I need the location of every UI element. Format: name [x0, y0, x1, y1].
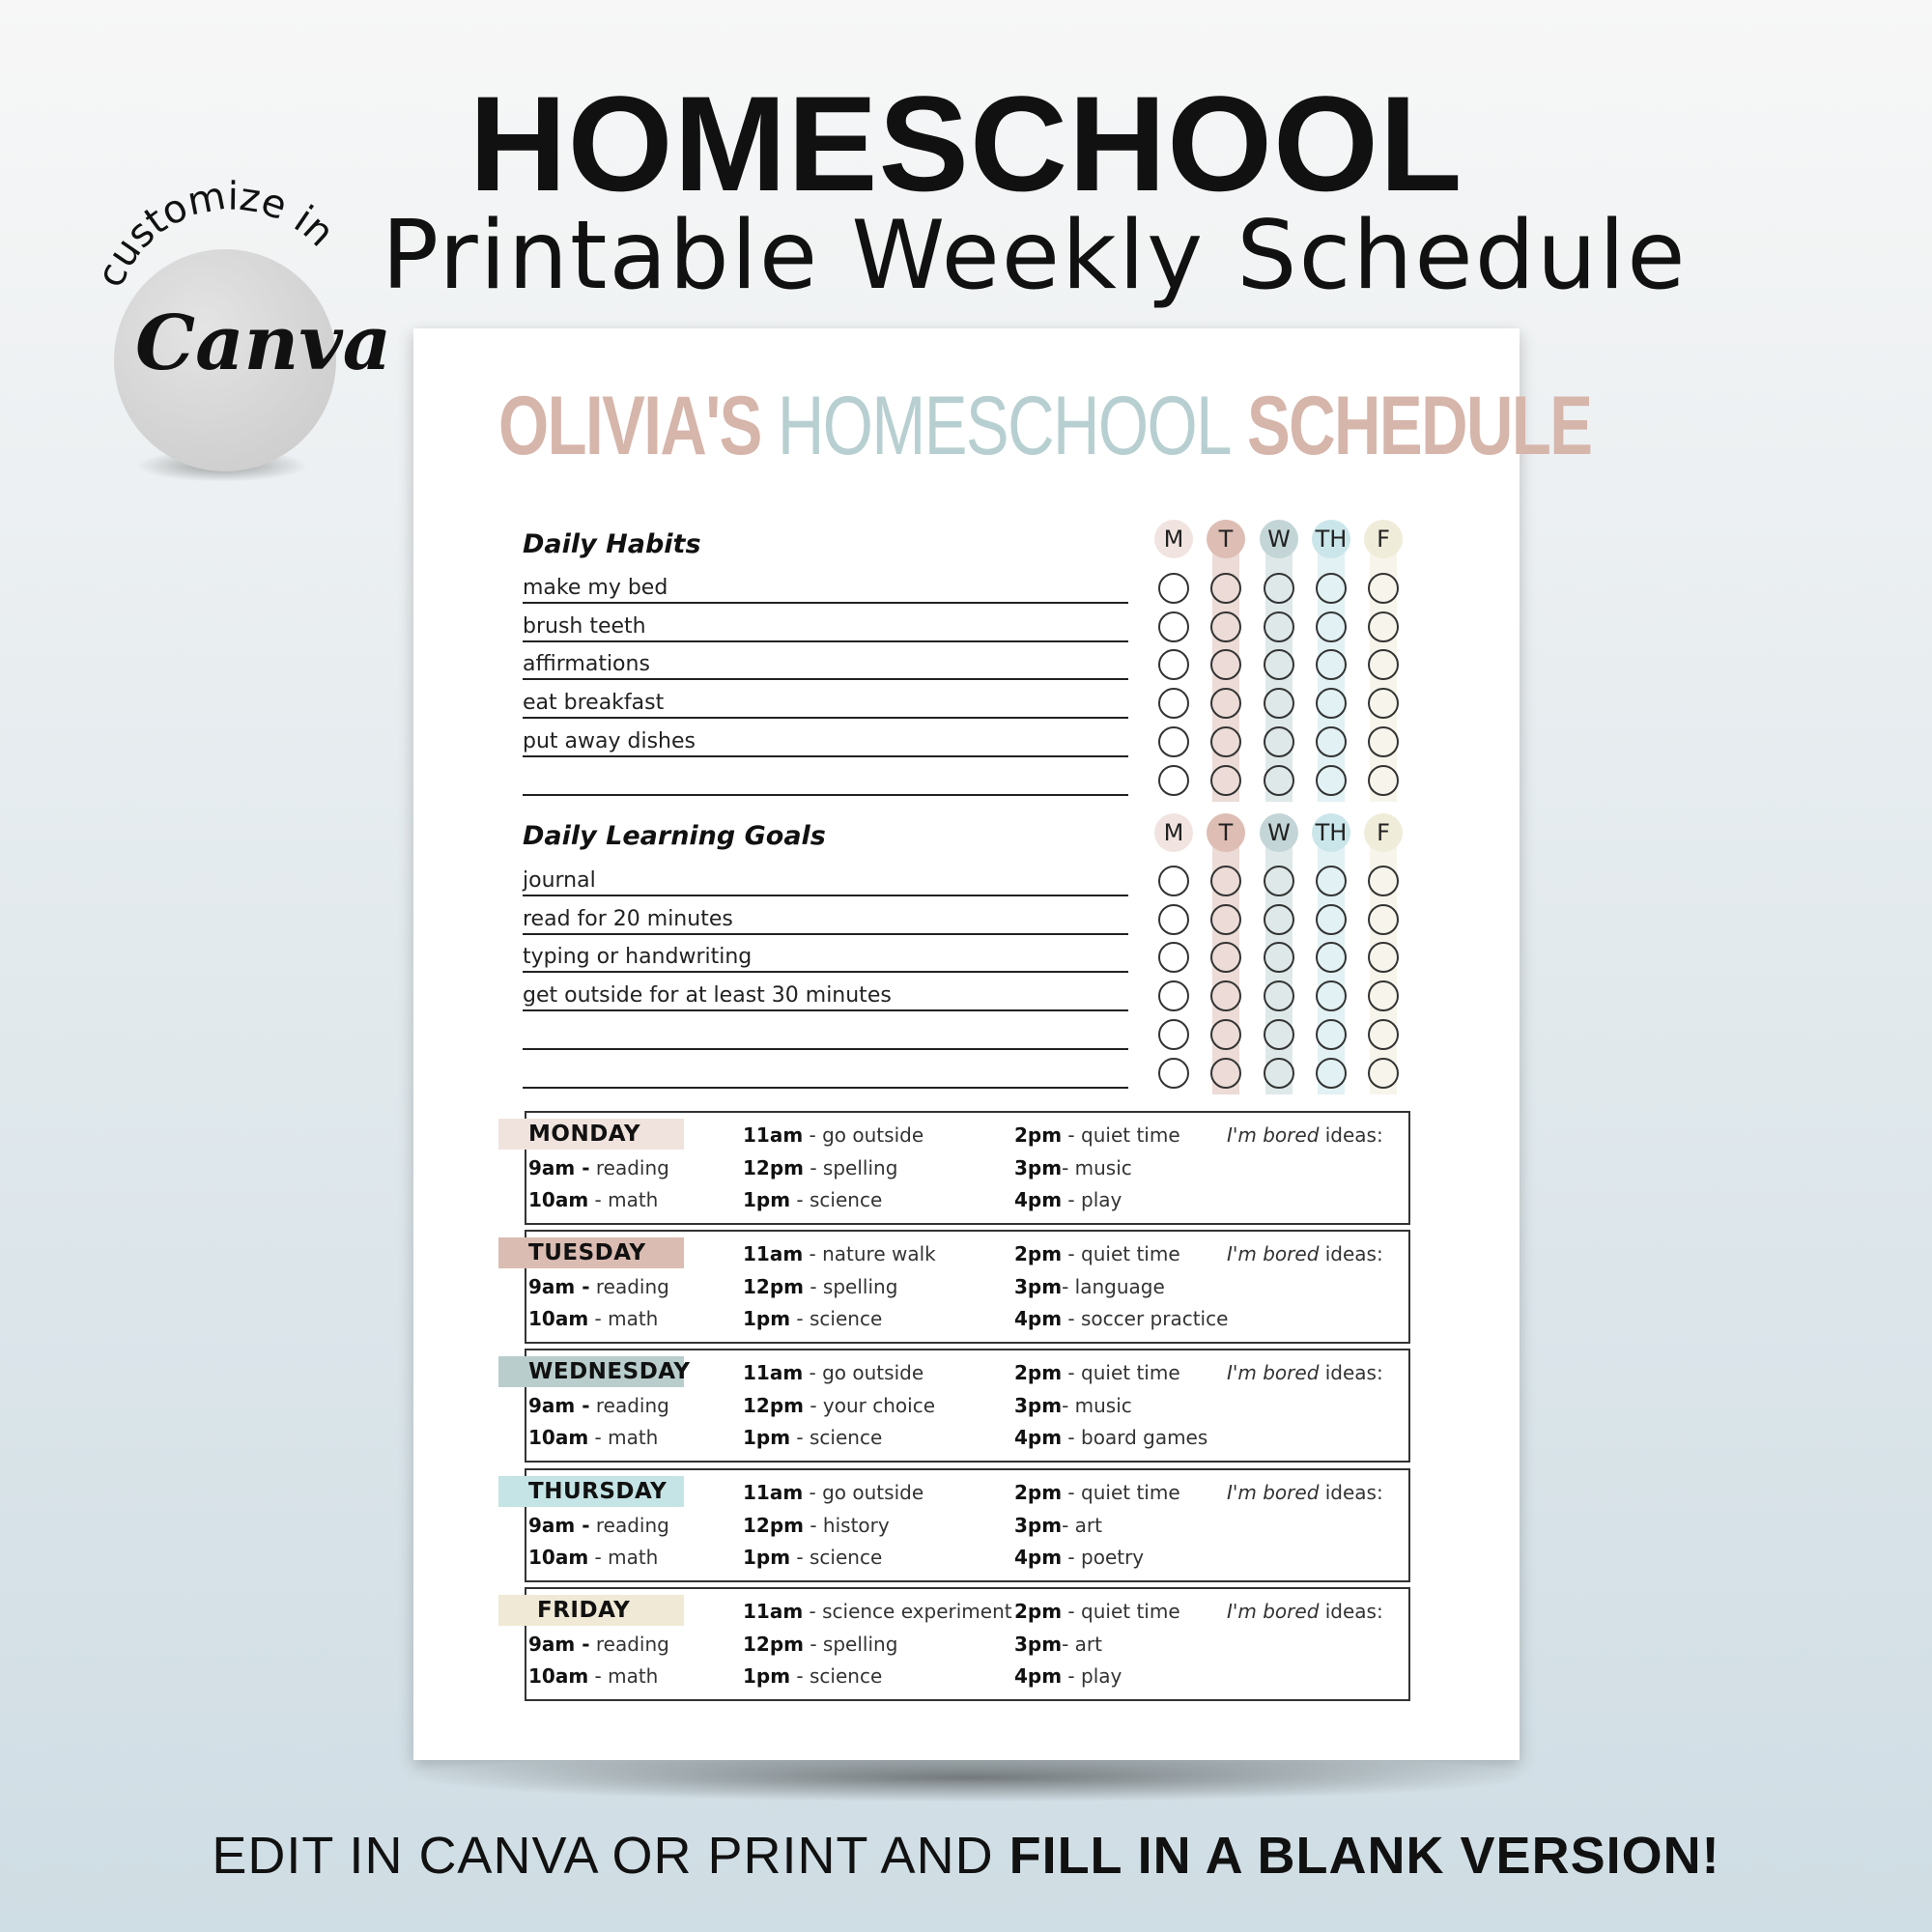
schedule-slot	[743, 1156, 897, 1179]
slot-activity: reading	[589, 1632, 669, 1656]
check-circle-t[interactable]	[1210, 573, 1241, 604]
day-header-f: F	[1364, 813, 1403, 852]
habit-line[interactable]	[523, 680, 1128, 719]
footer-normal: EDIT IN CANVA OR PRINT AND	[212, 1827, 1009, 1885]
check-circle-t[interactable]	[1210, 688, 1241, 719]
check-circle-t[interactable]	[1210, 1058, 1241, 1089]
footer-bold: FILL IN A BLANK VERSION!	[1009, 1827, 1720, 1885]
check-circle-t[interactable]	[1210, 726, 1241, 757]
schedule-slot	[1014, 1664, 1122, 1688]
slot-time: 2pm	[1014, 1481, 1063, 1504]
schedule-slot	[528, 1307, 658, 1330]
slot-time: 12pm	[743, 1513, 804, 1537]
slot-activity: reading	[589, 1393, 669, 1417]
slot-time: 10am	[528, 1188, 589, 1211]
check-circle-w[interactable]	[1264, 1019, 1294, 1050]
slot-time: 9am -	[528, 1274, 590, 1298]
schedule-slot	[528, 1633, 669, 1656]
slot-activity: - go outside	[803, 1361, 924, 1384]
slot-activity: - nature walk	[803, 1242, 936, 1265]
slot-time: 4pm	[1014, 1188, 1063, 1211]
bored-ideas	[1227, 1481, 1383, 1504]
slot-activity: - quiet time	[1062, 1481, 1180, 1504]
schedule-slot	[743, 1275, 897, 1298]
sheet-title-mid: HOMESCHOOL	[777, 380, 1231, 472]
check-circle-t[interactable]	[1210, 765, 1241, 796]
slot-activity: - your choice	[804, 1393, 936, 1417]
slot-time: 3pm	[1014, 1513, 1063, 1537]
slot-time: 1pm	[743, 1664, 791, 1688]
slot-activity: - quiet time	[1062, 1242, 1180, 1265]
slot-time: 3pm	[1014, 1632, 1063, 1656]
schedule-slot	[1014, 1514, 1102, 1537]
slot-time: 1pm	[743, 1426, 791, 1449]
check-circle-m[interactable]	[1158, 1058, 1189, 1089]
check-circle-m[interactable]	[1158, 765, 1189, 796]
slot-activity: - play	[1062, 1188, 1122, 1211]
slot-time: 10am	[528, 1546, 589, 1569]
slot-activity: - spelling	[804, 1632, 898, 1656]
paper-shadow	[425, 1753, 1517, 1802]
check-circle-f[interactable]	[1368, 726, 1399, 757]
slot-activity: - art	[1062, 1632, 1102, 1656]
habit-label: affirmations	[523, 652, 650, 677]
check-circle-f[interactable]	[1368, 1058, 1399, 1089]
check-circle-w[interactable]	[1264, 980, 1294, 1011]
schedule-slot	[743, 1307, 882, 1330]
learning-line[interactable]	[523, 1050, 1128, 1089]
habit-line[interactable]	[523, 604, 1128, 642]
habits-heading: Daily Habits	[523, 529, 701, 559]
schedule-slot	[743, 1123, 923, 1147]
slot-activity: - science	[790, 1664, 883, 1688]
slot-time: 11am	[743, 1123, 804, 1147]
headline-title: HOMESCHOOL	[469, 68, 1463, 219]
schedule-slot	[1014, 1394, 1132, 1417]
habit-label: eat breakfast	[523, 691, 665, 716]
slot-time: 3pm	[1014, 1155, 1063, 1179]
day-header-t: T	[1207, 520, 1245, 558]
bored-ideas	[1227, 1242, 1383, 1265]
slot-activity: - quiet time	[1062, 1600, 1180, 1623]
check-circle-m[interactable]	[1158, 611, 1189, 642]
bored-ideas	[1227, 1361, 1383, 1384]
check-circle-f[interactable]	[1368, 611, 1399, 642]
schedule-slot	[743, 1394, 935, 1417]
slot-activity: - history	[804, 1513, 890, 1537]
slot-activity: - go outside	[803, 1481, 924, 1504]
schedule-slot	[1014, 1188, 1122, 1211]
slot-activity: - poetry	[1062, 1546, 1145, 1569]
headline-subtitle: Printable Weekly Schedule	[382, 201, 1688, 311]
day-label-thursday: THURSDAY	[498, 1476, 684, 1507]
slot-activity: - music	[1062, 1393, 1132, 1417]
learning-line[interactable]	[523, 934, 1128, 973]
slot-activity: - math	[588, 1307, 659, 1330]
slot-activity: - quiet time	[1062, 1123, 1180, 1147]
slot-activity: reading	[589, 1513, 669, 1537]
schedule-slot	[743, 1426, 882, 1449]
sheet-title	[498, 379, 1592, 474]
schedule-slot	[1014, 1546, 1144, 1569]
check-circle-m[interactable]	[1158, 980, 1189, 1011]
bored-rest: ideas:	[1319, 1600, 1383, 1623]
slot-time: 12pm	[743, 1632, 804, 1656]
schedule-slot	[1014, 1481, 1180, 1504]
habit-label: make my bed	[523, 576, 668, 600]
learning-label: journal	[523, 868, 596, 893]
check-circle-th[interactable]	[1316, 573, 1347, 604]
slot-time: 9am -	[528, 1513, 590, 1537]
check-circle-w[interactable]	[1264, 866, 1294, 896]
schedule-slot	[743, 1514, 890, 1537]
bored-rest: ideas:	[1319, 1123, 1383, 1147]
slot-time: 4pm	[1014, 1307, 1063, 1330]
day-label-tuesday: TUESDAY	[498, 1237, 684, 1268]
check-circle-th[interactable]	[1316, 904, 1347, 935]
slot-time: 1pm	[743, 1546, 791, 1569]
learning-label: get outside for at least 30 minutes	[523, 983, 892, 1009]
learning-line[interactable]	[523, 858, 1128, 896]
bored-rest: ideas:	[1319, 1361, 1383, 1384]
bored-italic: I'm bored	[1227, 1600, 1320, 1623]
slot-time: 3pm	[1014, 1393, 1063, 1417]
slot-time: 11am	[743, 1481, 804, 1504]
sheet-title-end: SCHEDULE	[1246, 380, 1592, 472]
check-circle-th[interactable]	[1316, 1019, 1347, 1050]
schedule-slot	[743, 1633, 897, 1656]
slot-time: 12pm	[743, 1393, 804, 1417]
check-circle-t[interactable]	[1210, 1019, 1241, 1050]
learning-line[interactable]	[523, 1011, 1128, 1050]
svg-text:customize in: customize in	[88, 173, 343, 294]
schedule-slot	[743, 1361, 923, 1384]
day-header-f: F	[1364, 520, 1403, 558]
day-label-friday: FRIDAY	[498, 1595, 684, 1626]
slot-activity: - science	[790, 1426, 883, 1449]
schedule-slot	[528, 1275, 669, 1298]
badge-curved-text	[88, 173, 357, 304]
check-circle-f[interactable]	[1368, 980, 1399, 1011]
slot-activity: - math	[588, 1188, 659, 1211]
check-circle-th[interactable]	[1316, 765, 1347, 796]
slot-activity: - art	[1062, 1513, 1102, 1537]
learning-label: typing or handwriting	[523, 945, 753, 970]
slot-activity: - science	[790, 1546, 883, 1569]
check-circle-m[interactable]	[1158, 649, 1189, 680]
habit-line[interactable]	[523, 565, 1128, 604]
schedule-slot	[528, 1426, 658, 1449]
check-circle-w[interactable]	[1264, 726, 1294, 757]
slot-activity: - science experiment	[803, 1600, 1012, 1623]
slot-time: 2pm	[1014, 1600, 1063, 1623]
slot-time: 4pm	[1014, 1546, 1063, 1569]
check-circle-t[interactable]	[1210, 980, 1241, 1011]
schedule-slot	[743, 1481, 923, 1504]
slot-time: 11am	[743, 1600, 804, 1623]
day-header-t: T	[1207, 813, 1245, 852]
bored-ideas	[1227, 1123, 1383, 1147]
check-circle-m[interactable]	[1158, 688, 1189, 719]
slot-activity: reading	[589, 1274, 669, 1298]
slot-activity: - science	[790, 1307, 883, 1330]
check-circle-f[interactable]	[1368, 573, 1399, 604]
slot-time: 12pm	[743, 1155, 804, 1179]
day-label-wednesday: WEDNESDAY	[498, 1356, 684, 1387]
day-header-th: TH	[1312, 520, 1350, 558]
learning-line[interactable]	[523, 896, 1128, 935]
schedule-slot	[743, 1546, 882, 1569]
learning-line[interactable]	[523, 973, 1128, 1011]
schedule-slot	[743, 1664, 882, 1688]
slot-time: 2pm	[1014, 1361, 1063, 1384]
learning-heading: Daily Learning Goals	[523, 821, 826, 851]
check-circle-t[interactable]	[1210, 904, 1241, 935]
slot-time: 4pm	[1014, 1664, 1063, 1688]
schedule-slot	[528, 1394, 669, 1417]
check-circle-th[interactable]	[1316, 688, 1347, 719]
check-circle-m[interactable]	[1158, 942, 1189, 973]
slot-time: 10am	[528, 1426, 589, 1449]
schedule-slot	[528, 1156, 669, 1179]
check-circle-f[interactable]	[1368, 1019, 1399, 1050]
schedule-slot	[1014, 1426, 1208, 1449]
schedule-slot	[1014, 1600, 1180, 1623]
schedule-slot	[528, 1664, 658, 1688]
bored-ideas	[1227, 1600, 1383, 1623]
slot-activity: - spelling	[804, 1155, 898, 1179]
slot-activity: - math	[588, 1546, 659, 1569]
slot-time: 1pm	[743, 1188, 791, 1211]
slot-time: 11am	[743, 1242, 804, 1265]
check-circle-w[interactable]	[1264, 611, 1294, 642]
bored-italic: I'm bored	[1227, 1242, 1320, 1265]
slot-time: 9am -	[528, 1155, 590, 1179]
check-circle-f[interactable]	[1368, 904, 1399, 935]
slot-time: 2pm	[1014, 1242, 1063, 1265]
check-circle-t[interactable]	[1210, 866, 1241, 896]
habit-line[interactable]	[523, 641, 1128, 680]
slot-activity: - math	[588, 1664, 659, 1688]
slot-activity: - language	[1062, 1274, 1165, 1298]
slot-time: 9am -	[528, 1632, 590, 1656]
check-circle-th[interactable]	[1316, 1058, 1347, 1089]
check-circle-w[interactable]	[1264, 1058, 1294, 1089]
schedule-slot	[743, 1242, 936, 1265]
schedule-slot	[528, 1514, 669, 1537]
bored-italic: I'm bored	[1227, 1123, 1320, 1147]
check-circle-th[interactable]	[1316, 611, 1347, 642]
schedule-slot	[1014, 1361, 1180, 1384]
day-header-w: W	[1260, 813, 1298, 852]
check-circle-w[interactable]	[1264, 573, 1294, 604]
bored-rest: ideas:	[1319, 1481, 1383, 1504]
check-circle-w[interactable]	[1264, 765, 1294, 796]
slot-time: 10am	[528, 1664, 589, 1688]
slot-activity: - spelling	[804, 1274, 898, 1298]
check-circle-f[interactable]	[1368, 866, 1399, 896]
slot-activity: reading	[589, 1155, 669, 1179]
schedule-slot	[1014, 1275, 1165, 1298]
check-circle-m[interactable]	[1158, 1019, 1189, 1050]
day-header-th: TH	[1312, 813, 1350, 852]
slot-activity: - music	[1062, 1155, 1132, 1179]
check-circle-f[interactable]	[1368, 688, 1399, 719]
slot-time: 10am	[528, 1307, 589, 1330]
slot-time: 9am -	[528, 1393, 590, 1417]
bored-italic: I'm bored	[1227, 1481, 1320, 1504]
slot-activity: - math	[588, 1426, 659, 1449]
check-circle-th[interactable]	[1316, 866, 1347, 896]
schedule-slot	[528, 1188, 658, 1211]
check-circle-m[interactable]	[1158, 573, 1189, 604]
sheet-title-name: OLIVIA'S	[498, 380, 761, 472]
slot-activity: - soccer practice	[1062, 1307, 1229, 1330]
check-circle-w[interactable]	[1264, 904, 1294, 935]
slot-time: 4pm	[1014, 1426, 1063, 1449]
check-circle-t[interactable]	[1210, 611, 1241, 642]
schedule-slot	[1014, 1633, 1102, 1656]
schedule-slot	[1014, 1242, 1180, 1265]
habit-label: brush teeth	[523, 613, 646, 639]
bored-rest: ideas:	[1319, 1242, 1383, 1265]
day-label-monday: MONDAY	[498, 1119, 684, 1150]
day-header-w: W	[1260, 520, 1298, 558]
canva-logo: Canva	[135, 299, 392, 387]
schedule-slot	[1014, 1156, 1132, 1179]
schedule-slot	[1014, 1307, 1228, 1330]
habit-line[interactable]	[523, 719, 1128, 757]
habit-label: put away dishes	[523, 728, 696, 753]
slot-time: 1pm	[743, 1307, 791, 1330]
schedule-sheet	[413, 328, 1592, 1760]
schedule-slot	[528, 1546, 658, 1569]
slot-activity: - play	[1062, 1664, 1122, 1688]
slot-activity: - science	[790, 1188, 883, 1211]
slot-time: 11am	[743, 1361, 804, 1384]
learning-label: read for 20 minutes	[523, 906, 733, 931]
check-circle-th[interactable]	[1316, 980, 1347, 1011]
check-circle-w[interactable]	[1264, 688, 1294, 719]
slot-time: 2pm	[1014, 1123, 1063, 1147]
check-circle-m[interactable]	[1158, 904, 1189, 935]
day-header-m: M	[1154, 813, 1193, 852]
slot-time: 12pm	[743, 1274, 804, 1298]
slot-time: 3pm	[1014, 1274, 1063, 1298]
check-circle-th[interactable]	[1316, 726, 1347, 757]
schedule-slot	[743, 1188, 882, 1211]
check-circle-f[interactable]	[1368, 765, 1399, 796]
schedule-slot	[1014, 1123, 1180, 1147]
schedule-slot	[743, 1600, 1012, 1623]
slot-activity: - go outside	[803, 1123, 924, 1147]
habit-line[interactable]	[523, 757, 1128, 796]
day-header-m: M	[1154, 520, 1193, 558]
bored-italic: I'm bored	[1227, 1361, 1320, 1384]
check-circle-m[interactable]	[1158, 726, 1189, 757]
footer-banner	[0, 1826, 1932, 1886]
slot-activity: - board games	[1062, 1426, 1208, 1449]
slot-activity: - quiet time	[1062, 1361, 1180, 1384]
check-circle-m[interactable]	[1158, 866, 1189, 896]
